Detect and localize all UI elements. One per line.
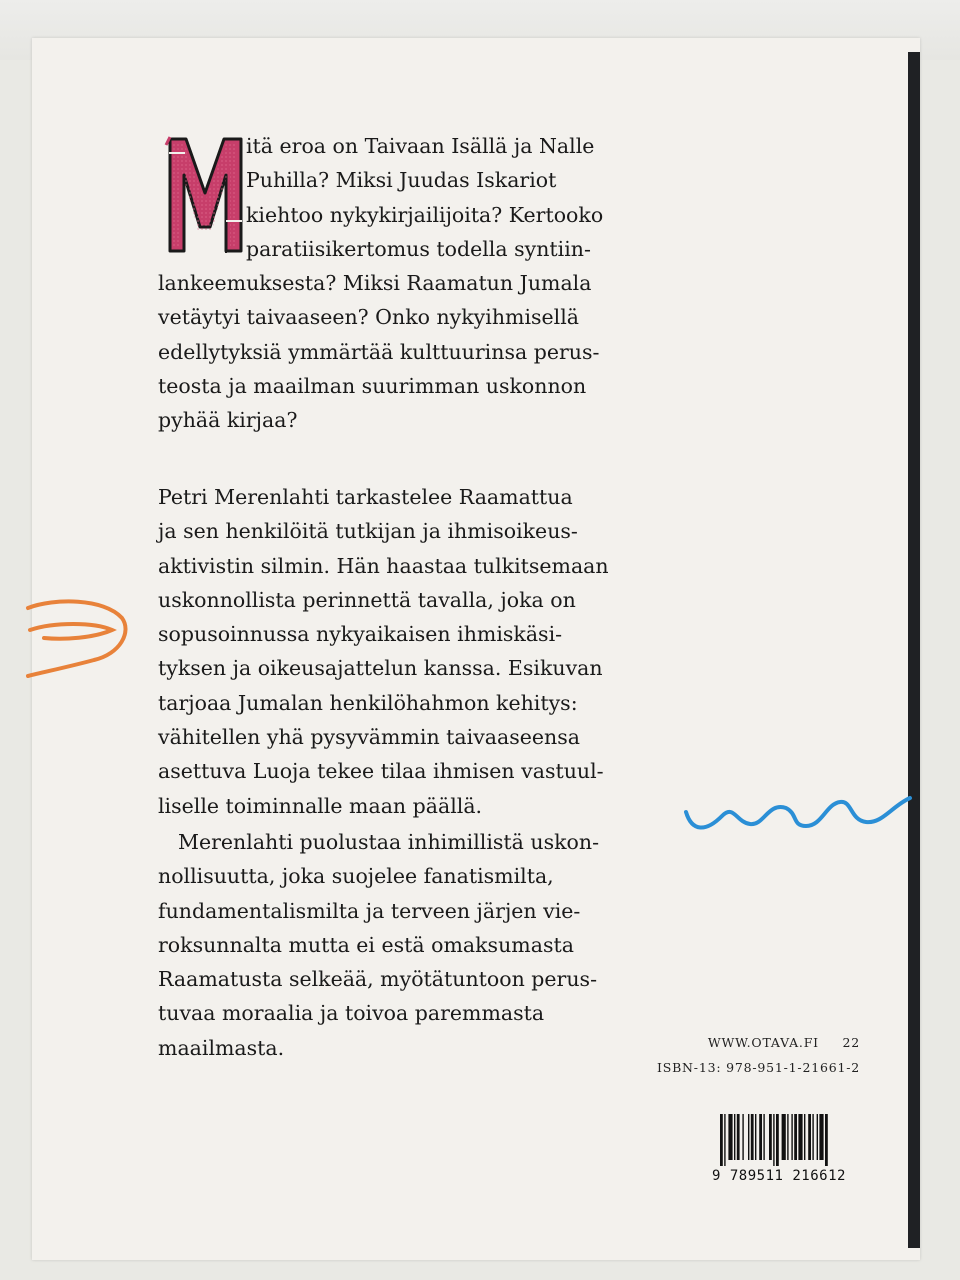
barcode-bar (759, 1114, 762, 1160)
orange-scribble (24, 596, 128, 684)
barcode-bar (819, 1114, 823, 1160)
publisher-url: WWW.OTAVA.FI (707, 1035, 819, 1050)
publisher-info (620, 1030, 860, 1080)
closing-paragraph (158, 825, 628, 1065)
barcode-bar (825, 1114, 828, 1166)
paragraph-line: roksunnalta mutta ei estä omaksumasta (158, 932, 574, 957)
intro-paragraph (158, 129, 628, 438)
paragraph-line: Raamatusta selkeää, myötätuntoon perus- (158, 967, 597, 992)
barcode-bar (812, 1114, 813, 1160)
barcode-digits: 9 789511 216612 (712, 1168, 846, 1184)
publisher-line (620, 1030, 860, 1055)
paragraph-line: ja sen henkilöitä tutkijan ja ihmisoikeus- (158, 519, 578, 544)
barcode-bar (776, 1114, 779, 1166)
paragraph-line: vetäytyi taivaaseen? Onko nykyihmisellä (158, 305, 580, 330)
paragraph-line: nollisuutta, joka suojelee fanatismilta, (158, 864, 554, 889)
paragraph-line: pyhää kirjaa? (158, 408, 298, 433)
blue-scribble (682, 786, 918, 842)
paragraph-line: itä eroa on Taivaan Isällä ja Nalle (246, 134, 595, 158)
paragraph-line: tarjoaa Jumalan henkilöhahmon kehitys: (158, 690, 578, 715)
paragraph-line: fundamentalismilta ja terveen järjen vie- (158, 898, 581, 923)
book-spine (908, 52, 920, 1248)
author-paragraph (158, 480, 628, 823)
barcode-bar (798, 1114, 802, 1160)
paragraph-line: tuvaa moraalia ja toivoa paremmasta (158, 1001, 545, 1026)
barcode-bar (737, 1114, 740, 1160)
barcode-bar (791, 1114, 792, 1160)
barcode-bar (728, 1114, 732, 1160)
barcode-bar (724, 1114, 725, 1166)
paragraph-line: paratiisikertomus todella syntiin- (246, 236, 591, 261)
barcode-bar (794, 1114, 797, 1160)
paragraph-line: teosta ja maailman suurimman uskonnon (158, 374, 587, 399)
paragraph-line: edellytyksiä ymmärtää kulttuurinsa perus- (158, 339, 600, 364)
barcode-bar (751, 1114, 754, 1160)
barcode-bar (763, 1114, 764, 1160)
paragraph-line: Petri Merenlahti tarkastelee Raamattua (158, 485, 573, 509)
barcode-bar (755, 1114, 756, 1160)
barcode-bar (808, 1114, 811, 1160)
paragraph-line: aktivistin silmin. Hän haastaa tulkitsemaan (158, 553, 609, 578)
paragraph-line: lankeemuksesta? Miksi Raamatun Jumala (158, 271, 592, 296)
barcode-bar (817, 1114, 818, 1160)
barcode-bar (804, 1114, 805, 1160)
paragraph-line: liselle toiminnalle maan päällä. (158, 793, 483, 818)
isbn-text: ISBN-13: 978-951-1-21661-2 (656, 1060, 860, 1075)
paragraph-line: maailmasta. (158, 1035, 285, 1060)
paragraph-line: uskonnollista perinnettä tavalla, joka on (158, 587, 576, 612)
paragraph-line: vähitellen yhä pysyvämmin taivaaseensa (158, 725, 580, 750)
paragraph-line: kiehtoo nykykirjailijoita? Kertooko (246, 202, 604, 227)
paragraph-line: tyksen ja oikeusajattelun kanssa. Esikuvan (158, 656, 603, 681)
paragraph-line: Puhilla? Miksi Juudas Iskariot (246, 168, 557, 193)
barcode-bar (742, 1114, 743, 1160)
barcode-bars (712, 1114, 862, 1166)
barcode-bar (787, 1114, 788, 1160)
price-code: 22 (842, 1035, 860, 1050)
barcode-bar (734, 1114, 735, 1160)
barcode-bar (720, 1114, 723, 1166)
barcode (712, 1114, 862, 1184)
barcode-bar (773, 1114, 774, 1166)
barcode-bar (748, 1114, 749, 1160)
barcode-bar (769, 1114, 772, 1160)
paragraph-line: Merenlahti puolustaa inhimillistä uskon- (178, 830, 599, 854)
barcode-bar (782, 1114, 786, 1160)
paragraph-line: sopusoinnussa nykyaikaisen ihmiskäsi- (158, 622, 563, 647)
paragraph-line: asettuva Luoja tekee tilaa ihmisen vastuul- (158, 759, 604, 784)
